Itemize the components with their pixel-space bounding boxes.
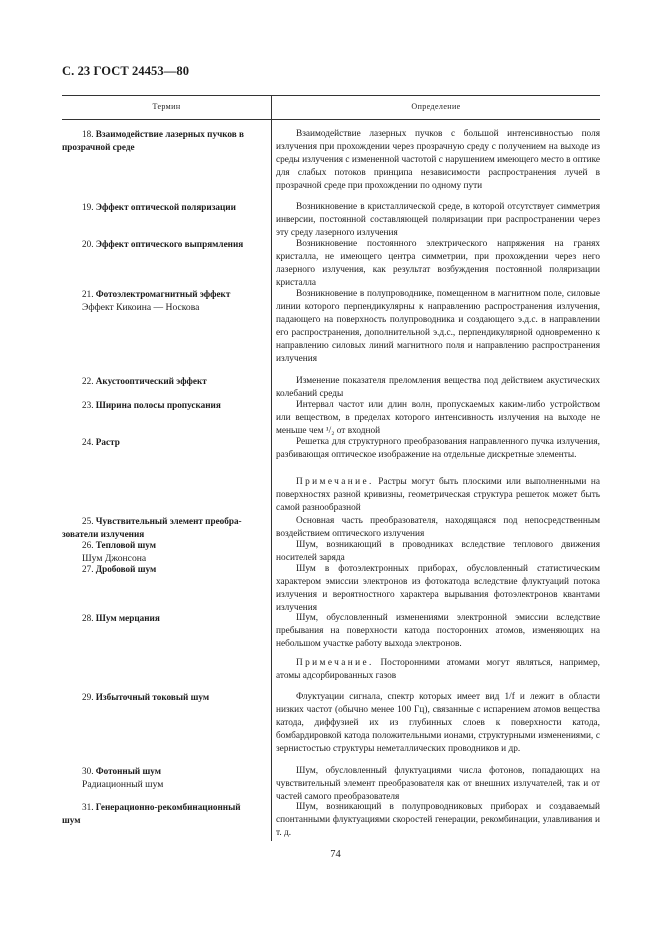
note-label: Примечание.	[296, 658, 374, 668]
definition: Шум, обусловленный флуктуациями числа фотонов, попадающих на чувствительный элемент преобразователя как от внешних излучателей, так и от частей самого преобразователя	[276, 766, 600, 803]
term-text: Избыточный токовый шум	[95, 692, 210, 702]
note-text: Растры могут быть плоскими или выполненными на поверхностях разной кривизны, геометрическая структура решеток может быть самой разнообразной	[276, 477, 601, 514]
term-text: Эффект оптической поляризации	[95, 202, 236, 212]
term-text: Фотонный шум	[95, 766, 161, 776]
table-top-rule	[62, 95, 600, 96]
term	[62, 691, 267, 704]
column-header-term: Термин	[152, 102, 181, 111]
term-number: 23.	[82, 400, 94, 410]
term-text: Генерационно-рекомбинационный	[95, 802, 241, 812]
term-text-cont: шум	[62, 815, 81, 826]
term	[62, 539, 267, 565]
page-header: С. 23 ГОСТ 24453—80	[62, 64, 190, 78]
term-text: Взаимодействие лазерных пучков в	[95, 129, 245, 139]
term-number: 31.	[82, 802, 94, 812]
term-number: 29.	[82, 692, 94, 702]
term-number: 26.	[82, 540, 94, 550]
term-number: 28.	[82, 613, 94, 623]
term	[62, 128, 267, 154]
term-number: 20.	[82, 239, 94, 249]
term	[62, 563, 267, 576]
term-text: Фотоэлектромагнитный эффект	[95, 289, 231, 299]
term-text: Шум мерцания	[95, 613, 160, 623]
term	[62, 399, 267, 412]
term-text: Дробовой шум	[95, 564, 157, 574]
term-number: 27.	[82, 564, 94, 574]
term	[62, 765, 267, 791]
definition: Шум, возникающий в проводниках вследствие теплового движения носителей заряда	[276, 540, 600, 564]
term	[62, 201, 267, 214]
definition: Основная часть преобразователя, находящаяся под непосредственным воздействием оптического излучения	[276, 516, 600, 540]
term-synonym: Радиационный шум	[82, 779, 164, 791]
term-text-cont: прозрачной среде	[62, 142, 135, 153]
term	[62, 515, 267, 541]
term-number: 30.	[82, 766, 94, 776]
definition: Шум в фотоэлектронных приборах, обусловленный статистическим характером эмиссии электронов из фотокатода вследствие флуктуаций потока излучения и вероятностного характера вырывания фотоэлектронов квантами излучения	[276, 564, 600, 614]
term-number: 22.	[82, 376, 94, 386]
note	[276, 657, 600, 683]
definition: Шум, возникающий в полупроводниковых приборах и создаваемый спонтанными флуктуациями скоростей генерации, рекомбинации, улавливания и т. д.	[276, 802, 600, 839]
column-header-definition: Определение	[411, 102, 461, 111]
terms-table	[62, 95, 600, 841]
term	[62, 375, 267, 388]
definition: Интервал частот или длин волн, пропускаемых каким-либо устройством или веществом, в пределах которого интенсивность излучения на выходе не меньше чем ¹/₂ от входной	[276, 400, 600, 437]
definition: Возникновение постоянного электрического напряжения на гранях кристалла, не имеющего центра симметрии, при прохождении через него лазерного излучения, как результат возбуждения постоянной поляризации кристалла	[276, 239, 600, 289]
note-text: Посторонними атомами могут являться, например, атомы адсорбированных газов	[276, 658, 600, 682]
definition: Решетка для структурного преобразования направленного пучка излучения, разбивающая оптическое изображение на отдельные дискретные элементы.	[276, 437, 600, 461]
definition: Изменение показателя преломления вещества под действием акустических колебаний среды	[276, 376, 600, 400]
term-text: Растр	[95, 437, 120, 447]
term-text: Эффект оптического выпрямления	[95, 239, 244, 249]
definition: Возникновение в полупроводнике, помещенном в магнитном поле, силовые линии которого перпендикулярны к направлению распространения излучения, падающего на поверхность полупроводника и создающего э.д.с. в направлении его распространения, дополнительной э.д.с., перпендикулярной одновременно к направлению силовых линий магнитного поля и направлению распространения излучения	[276, 289, 600, 365]
term-number: 25.	[82, 516, 94, 526]
term	[62, 801, 267, 827]
term	[62, 238, 267, 251]
term-number: 24.	[82, 437, 94, 447]
term-text: Ширина полосы пропускания	[95, 400, 221, 410]
definition: Взаимодействие лазерных пучков с большой интенсивностью поля излучения при прохождении через прозрачную среду с получением на выходе из среды излучения с измененной частотой с нарушением имеющего место в оптике для слабых потоков принципа независимости распространения лучей в прозрачной среде при прохождении по одному пути	[276, 129, 600, 192]
term-text: Акустооптический эффект	[95, 376, 207, 386]
term-synonym: Шум Джонсона	[82, 553, 147, 565]
note-label: Примечание.	[296, 477, 374, 487]
definition: Шум, обусловленный изменениями электронной эмиссии вследствие пребывания на поверхности катода посторонних атомов, изменяющих на небольшом участке работу выхода электронов.	[276, 613, 600, 650]
column-divider	[271, 95, 272, 841]
term-text: Чувствительный элемент преобра-	[95, 516, 242, 526]
page-number: 74	[330, 849, 341, 860]
definition: Флуктуации сигнала, спектр которых имеет вид 1/f и лежит в области низких частот (обычно менее 100 Гц), связанные с испарением атомов вещества катода, диффузией их из глубинных слоев к поверхности катода, бомбардировкой катода положительными ионами, структурными изменениями, с зернистостью структуры неметаллических проводников и др.	[276, 692, 600, 755]
note	[276, 476, 600, 515]
table-header-rule	[62, 119, 600, 120]
term-number: 18.	[82, 129, 94, 139]
definition: Возникновение в кристаллической среде, в которой отсутствует симметрия инверсии, постоянной составляющей поляризации при распространении через эту среду лазерного излучения	[276, 202, 600, 239]
term-synonym: Эффект Кикоина — Носкова	[82, 302, 200, 314]
term	[62, 288, 267, 314]
term-text-cont: зователи излучения	[62, 529, 145, 540]
term	[62, 612, 267, 625]
term	[62, 436, 267, 449]
term-number: 21.	[82, 289, 94, 299]
term-text: Тепловой шум	[95, 540, 157, 550]
term-number: 19.	[82, 202, 94, 212]
